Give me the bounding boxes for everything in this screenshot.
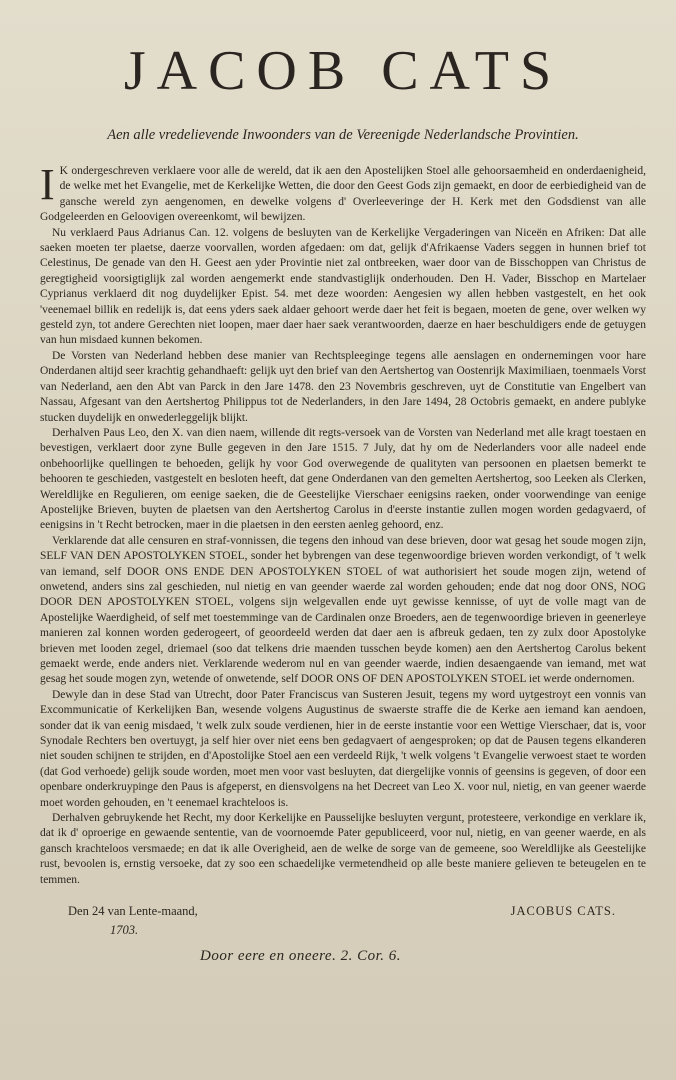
paragraph-5: Verklarende dat alle censuren en straf-vonnissen, die tegens den inhoud van dese brieven, door wat gesag het soude mogen zijn, SELF VAN DEN APOSTOLYKEN STOEL, sonder het bybrengen van dese tegenwoordige brieven worden verkondigt, of 't welk van iemand, self DOOR ONS ENDE DEN APOSTOLYKEN STOEL of wat authorisiert het soude mogen zijn, wetend of onwetend, anders sins zal geschieden, nul nietig en van geender waerde zal worden gehouden; ende dat nog door ONS, NOG DOOR DEN APOSTOLYKEN STOEL, volgens sijn welgevallen ende uyt gewisse kennisse, of uyt de volle magt van de Apostelijke Waerdigheid, of self met toestemminge van de Cardinalen onze Broeders, aen de tegenwoordige brieven in geenerleye manieren zal konnen worden gederogeert, of geoordeeld werden dat daer aen is afbreuk gedaen, ten zy zulx door Apostolyke brieven met looden zegel, driemael (soo dat telkens drie maenden tusschen beyde komen) aen den Aertshertog Carolus bekent gemaekt werde, ende anders niet. Verklarende wederom nul en van geender waerde, indien desaengaende van iemand, met wat gesag het soude mogen zyn, wetende of onwetende, self DOOR ONS OF DEN APOSTOLYKEN STOEL iet werde ondernomen. <box>40 534 646 686</box>
signature: JACOBUS CATS. <box>510 904 616 919</box>
motto-line: Door eere en oneere. 2. Cor. 6. <box>200 948 402 965</box>
document-footer <box>40 898 646 978</box>
paragraph-6: Dewyle dan in dese Stad van Utrecht, door Pater Franciscus van Susteren Jesuit, tegens my word uytgestroyt een vonnis van Excommunicatie of Kerkelijken Ban, wesende volgens Augustinus de swaerste straffe die de Kerke aen iemand kan aendoen, sonder dat ik van eenig misdaed, 't welk zulx soude verdienen, hier in de eerste instantie voor een Wettige Vierschaer, dat is, voor Synodale Rechters ben overtuygt, ja self hier over niet eens ben gedagvaert of aengesproken; op dat de Pausen tegens elkanderen niet souden schijnen te strijden, en d'Apostolijke Stoel aen een verdeeld Rijk, 't welk volgens 't Evangelie verwoest staet te worden (dat God verhoede) gelijk soude worden, moet men voor vast besluyten, dat diergelijke vonnis of geensins is gegeven, of door een openbare onderkruypinge den Paus is afgeperst, en diensvolgens na het Decreet van Leo X. voor nul, nietig, en van geener waerde moet worden gehouden, en 't eenemael krachteloos is. <box>40 688 646 809</box>
paragraph-2: Nu verklaerd Paus Adrianus Can. 12. volgens de besluyten van de Kerkelijke Vergaderingen van Niceën en Afriken: Dat alle saeken moeten ter plaetse, daerze voorvallen, worden afgedaen: om dat, gelijk d'Afrikaense Vaders seggen in hunnen brief tot Celestinus, De genade van den H. Geest aen yder Provintie niet zal ontbreeken, waer door van de Bisschoppen van Christus de geregtigheid voorsigtiglijk zal worden aengemerkt ende standvastiglijk onderhouden. Den H. Vader, Bisschop en Martelaer Cyprianus verklaerd dit nog duydelijker Epist. 54. met deze woorden: Aengesien wy allen hebben vastgestelt, en het ook 'veenemael billik en redelijk is, dat eens yders saek aldaer gehoort werde daer het feit is begaen, moeten de gene, over welken wy gesteld zyn, tot andere Gerechten niet loopen, maer daer haer saek verantwoorden, daerze en haer beschuldigers ende de getuygen van hun misdaed kunnen bekomen. <box>40 226 646 347</box>
drop-capital: I <box>40 160 55 209</box>
document-subtitle: Aen alle vredelievende Inwoonders van de Vereenigde Nederlandsche Provintien. <box>107 127 579 143</box>
year-line: 1703. <box>110 923 139 938</box>
paragraph-4: Derhalven Paus Leo, den X. van dien naem, willende dit regts-versoek van de Vorsten van Nederland met alle kragt toestaen en bevestigen, verklaert door zyne Bulle gegeven in den Jare 1515. 7 July, dat hy om de Nederlanders voor alle nadeel ende onbehoorlijke quellingen te behoeden, gelijk hy voor God overwegende de qualityten van persoonen en plaetsen bemerkt te behooren te geschieden, vastgestelt en besloten heeft, dat gene Onderdanen van den gemelten Aertshertog, soo Leeken als Clerken, Wereldlijke en Regulieren, om eenige saeken, die de Geestelijke Vierschaer eenigsins raeken, onder voorwendinge van eenige Apostelijke Brieven, buyten de plaetsen van den Aertshertog Carolus in d'eerste instantie zullen mogen worden gedagvaerd, of eenigsins in 't Recht betrocken, maer in die plaetsen in den eersten aenleg gehoord, enz. <box>40 426 646 532</box>
paragraph-7: Derhalven gebruykende het Recht, my door Kerkelijke en Pausselijke besluyten vergunt, protesteere, verkondige en verklare ik, dat ik d' oproerige en gewaende sententie, van de voornoemde Pater gepubliceerd, voor nul, nietig, en van geener waerde, en als gansch krachteloos versmaede; en dat ik alle Overigheid, aen de welke de sorge van de gemeene, soo Wereldlijke als Geestelijke rust, bevoolen is, ernstig versoeke, dat zy soo een schaedelijke vermetendheid op alle beste maniere gelieven te beteugelen en te temmen. <box>40 812 646 886</box>
paragraph-3: De Vorsten van Nederland hebben dese manier van Rechtspleeginge tegens alle aenslagen en ondernemingen voor hare Onderdanen altijd seer krachtig gehandhaeft: gelijk uyt den brief van den Aertshertog van Oostenrijk Maximiliaen, toenmaels Vorst van Nederland, aen den Abt van Parck in den Jare 1478. den 23 Novembris geschreven, uyt de Constitutie van Engelbert van Nassau, Afgesant van den Aertshertog Philippus tot de Nederlanders, in den Jare 1494, 28 Octobris gemaekt, en andere publyke stucken duydelijk en onwederleggelijk blijkt. <box>40 349 646 424</box>
document-body <box>40 160 646 888</box>
paragraph-1 <box>40 160 646 226</box>
document-title: JACOB CATS <box>123 40 563 102</box>
date-line: Den 24 van Lente-maand, <box>68 904 198 919</box>
paragraph-text: K ondergeschreven verklaere voor alle de wereld, dat ik aen den Apostelijken Stoel alle gehoorsaemheid en onderdaenigheid, de welke met het Evangelie, met de Kerkelijke Wetten, die door den Geest Gods zijn gemaekt, en door de eerbiedigheid van de gansche wereld zyn aengenomen, en dewelke volgens d' Overleeveringe der H. Kerk met den Godsdienst van alle Godgeleerden en Geloovigen overeenkomt, wil bewijzen. <box>40 165 646 224</box>
